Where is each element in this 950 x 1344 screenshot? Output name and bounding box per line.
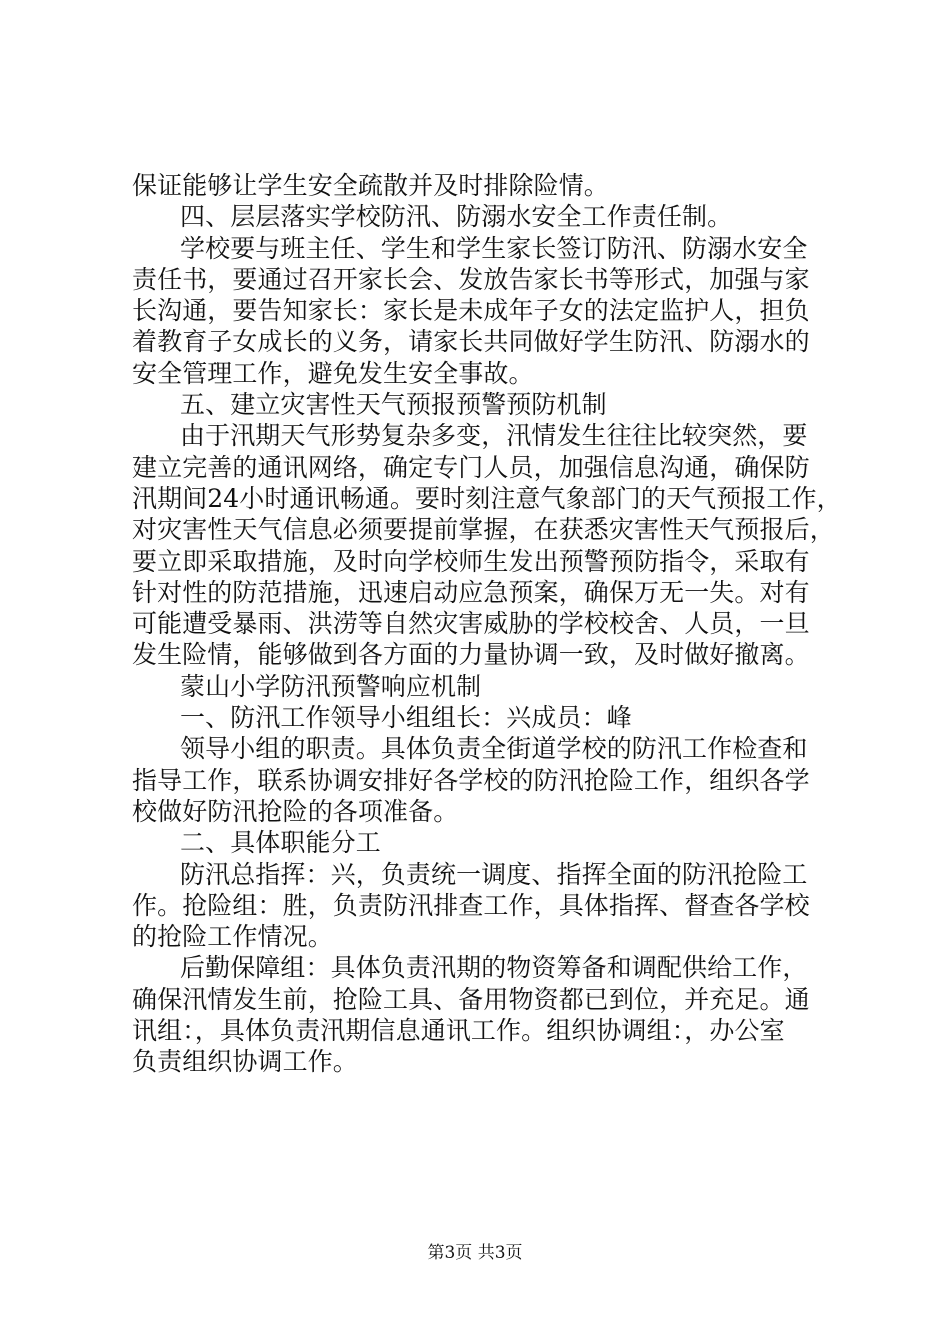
text-line: 发生险情，能够做到各方面的力量协调一致，及时做好撤离。 bbox=[132, 640, 810, 670]
text-line: 可能遭受暴雨、洪涝等自然灾害威胁的学校校舍、人员，一旦 bbox=[132, 609, 810, 639]
text-line: 责任书，要通过召开家长会、发放告家长书等形式，加强与家 bbox=[132, 264, 810, 294]
section-heading-2: 二、具体职能分工 bbox=[180, 828, 381, 858]
page-number-footer: 第3页 共3页 bbox=[427, 1243, 523, 1263]
text-line: 指导工作，联系协调安排好各学校的防汛抢险工作，组织各学 bbox=[132, 765, 810, 795]
text-line: 建立完善的通讯网络，确定专门人员，加强信息沟通，确保防 bbox=[132, 452, 810, 482]
section-heading-5: 五、建立灾害性天气预报预警预防机制 bbox=[180, 390, 607, 420]
text-line: 作。抢险组：胜，负责防汛排查工作，具体指挥、督查各学校 bbox=[132, 890, 810, 920]
text-line: 领导小组的职责。具体负责全街道学校的防汛工作检查和 bbox=[180, 734, 808, 764]
text-line: 防汛总指挥：兴，负责统一调度、指挥全面的防汛抢险工 bbox=[180, 859, 808, 889]
text-line: 讯组：，具体负责汛期信息通讯工作。组织协调组：，办公室 bbox=[132, 1016, 785, 1046]
text-line: 着教育子女成长的义务，请家长共同做好学生防汛、防溺水的 bbox=[132, 327, 810, 357]
text-line: 负责组织协调工作。 bbox=[132, 1047, 358, 1077]
text-line: 对灾害性天气信息必须要提前掌握，在获悉灾害性天气预报后， bbox=[132, 515, 835, 545]
text-line: 要立即采取措施，及时向学校师生发出预警预防指令，采取有 bbox=[132, 546, 810, 576]
document-body bbox=[132, 170, 842, 1078]
text-line: 的抢险工作情况。 bbox=[132, 922, 333, 952]
text-line: 学校要与班主任、学生和学生家长签订防汛、防溺水安全 bbox=[180, 233, 808, 263]
text-line: 安全管理工作，避免发生安全事故。 bbox=[132, 358, 534, 388]
text-line: 长沟通，要告知家长：家长是未成年子女的法定监护人，担负 bbox=[132, 296, 810, 326]
section-heading-4: 四、层层落实学校防汛、防溺水安全工作责任制。 bbox=[180, 202, 733, 232]
text-line: 汛期间24小时通讯畅通。要时刻注意气象部门的天气预报工作， bbox=[132, 483, 842, 513]
mechanism-title: 蒙山小学防汛预警响应机制 bbox=[180, 671, 482, 701]
text-line: 校做好防汛抢险的各项准备。 bbox=[132, 796, 459, 826]
text-line: 后勤保障组：具体负责汛期的物资筹备和调配供给工作， bbox=[180, 953, 808, 983]
text-line: 保证能够让学生安全疏散并及时排除险情。 bbox=[132, 171, 609, 200]
text-line: 确保汛情发生前，抢险工具、备用物资都已到位，并充足。通 bbox=[132, 984, 810, 1014]
text-line: 由于汛期天气形势复杂多变，汛情发生往往比较突然，要 bbox=[180, 421, 808, 451]
section-heading-1: 一、防汛工作领导小组组长：兴成员：峰 bbox=[180, 703, 632, 733]
text-line: 针对性的防范措施，迅速启动应急预案，确保万无一失。对有 bbox=[132, 577, 810, 607]
